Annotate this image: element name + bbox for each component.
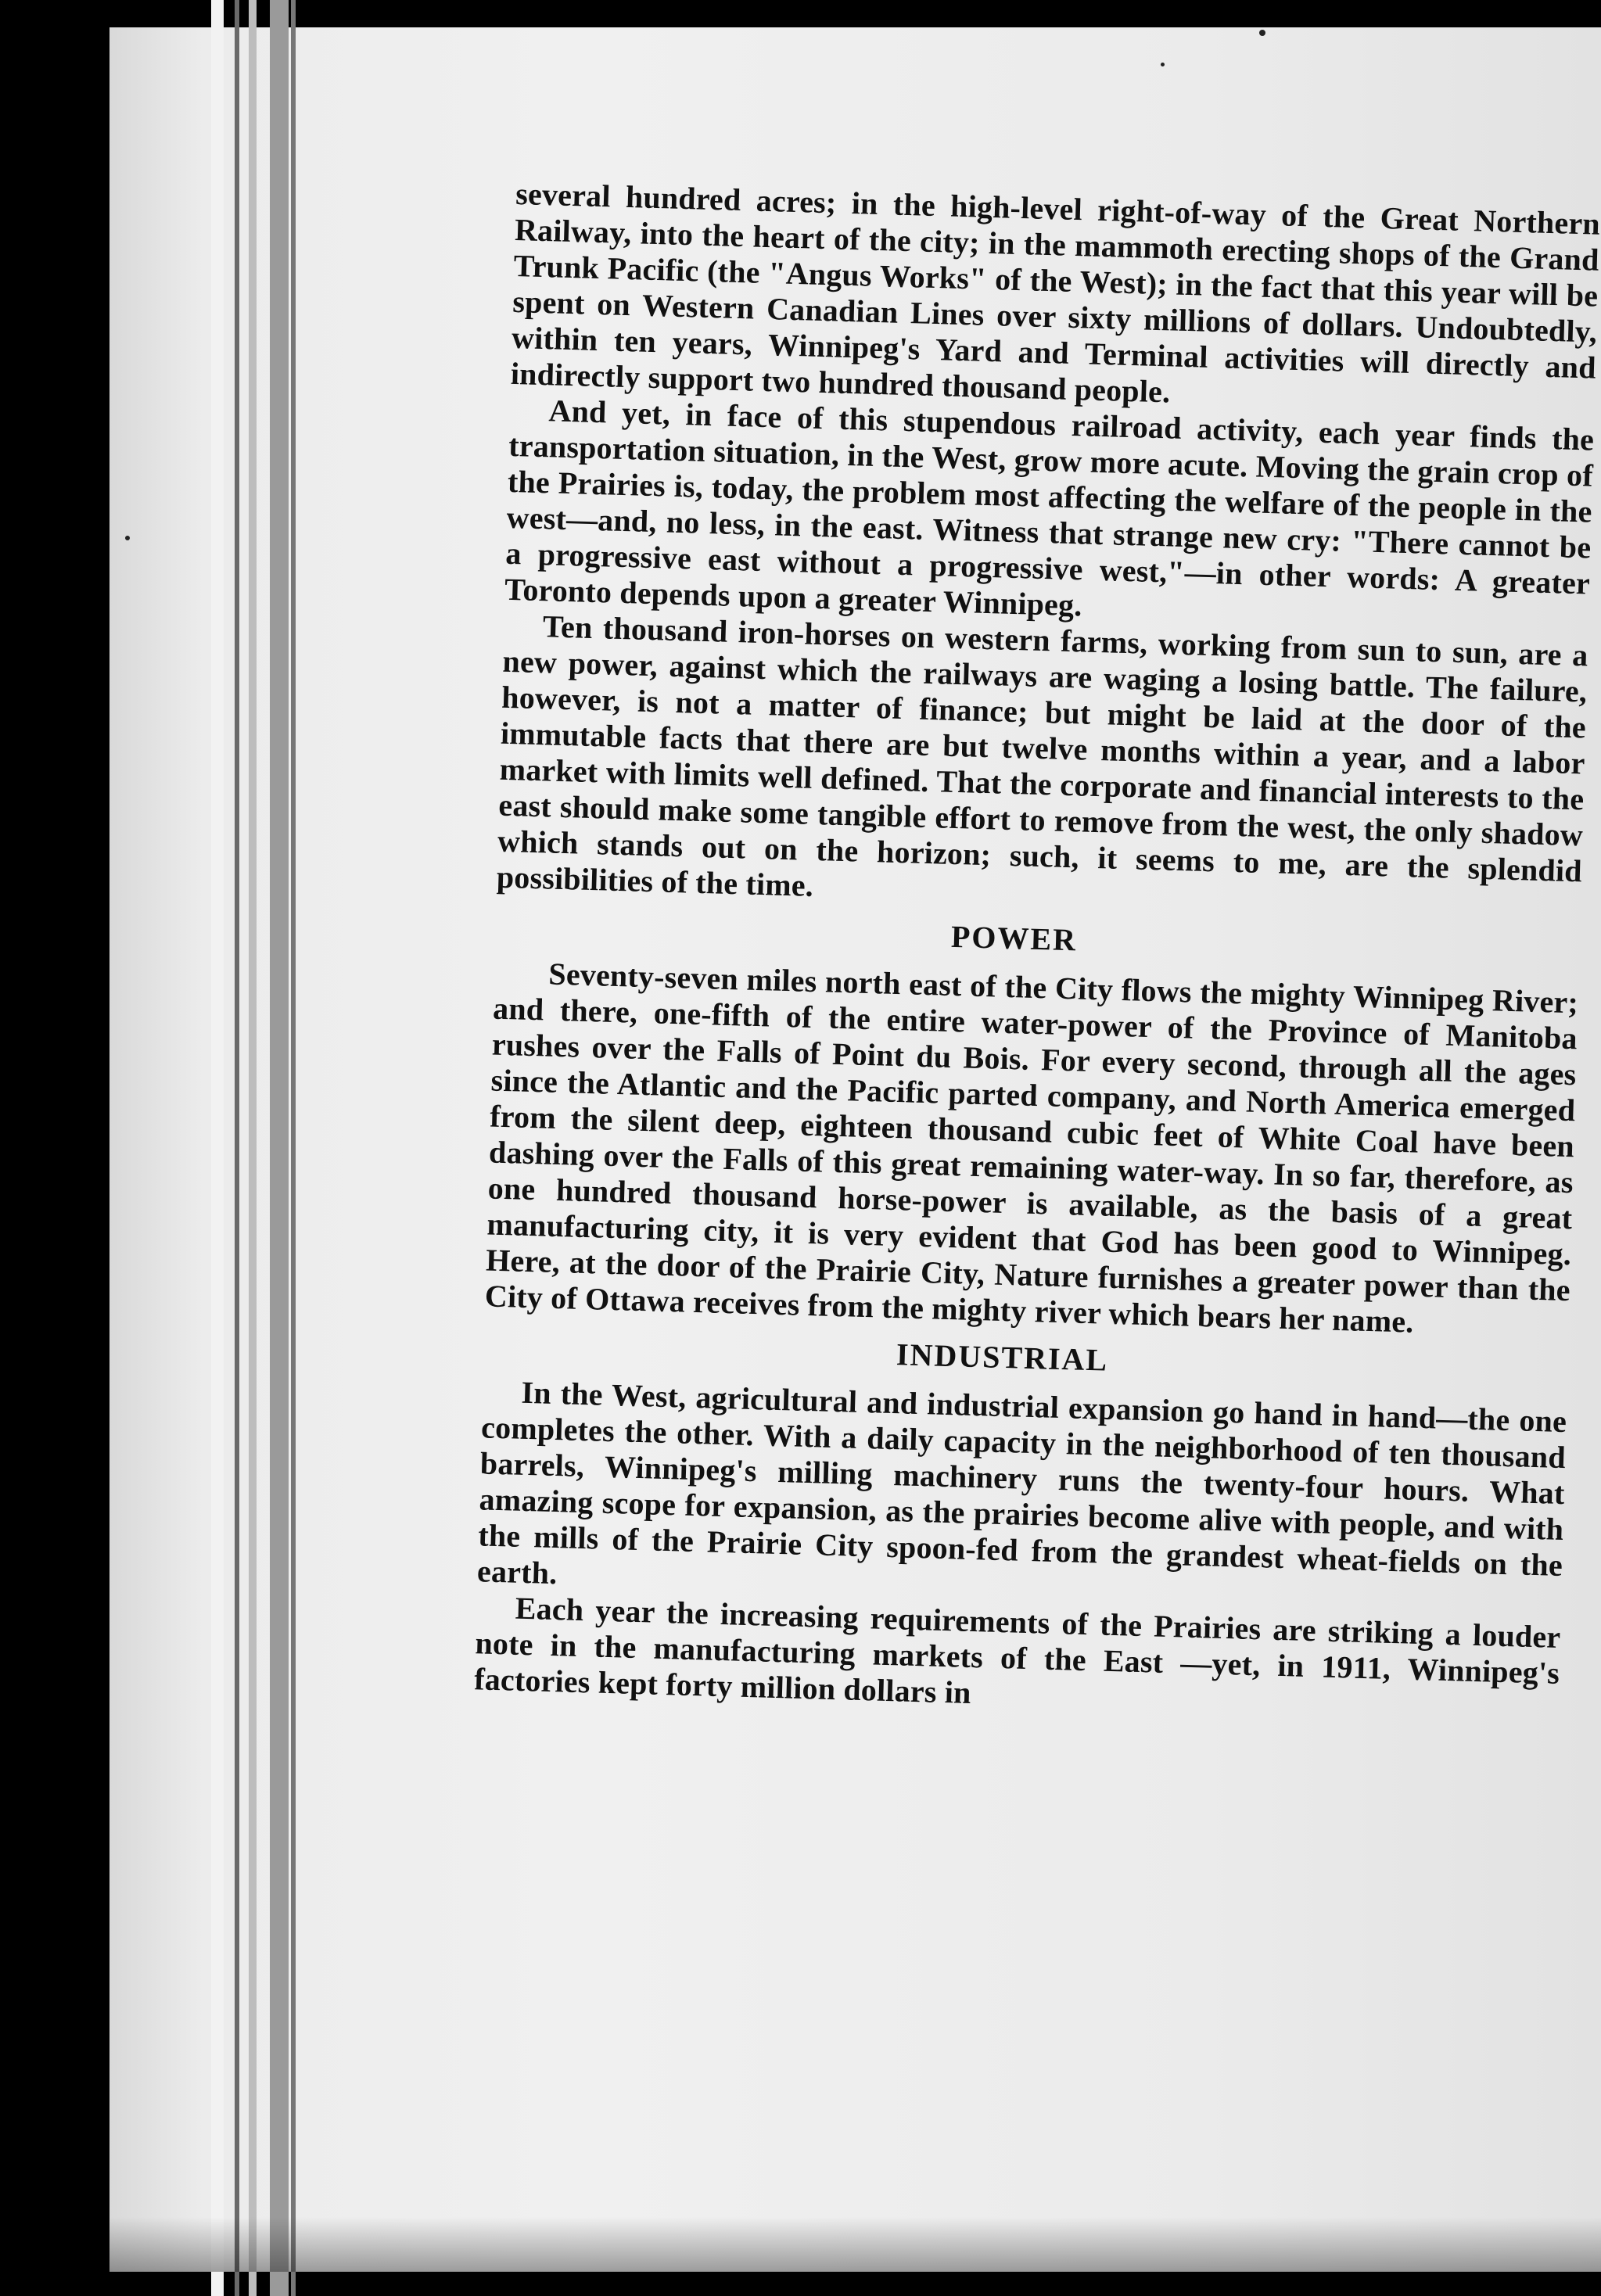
document-body: [474, 176, 1601, 1727]
scan-speck: [1259, 30, 1265, 36]
binding-strip: [291, 0, 296, 2296]
binding-strip: [270, 0, 289, 2296]
body-paragraph: Each year the increasing requirements of the Prairies are striking a louder note in the manufacturing markets of the East —yet, in 1911, Winnipeg's factories kept forty million dollars in: [473, 1590, 1561, 1710]
section-heading-industrial: INDUSTRIAL: [896, 1336, 1109, 1378]
body-paragraph: several hundred acres; in the high-level right-of-way of the Great Northern Railway, into the heart of the city; in the mammoth erecting shops of the Grand Trunk Pacific (the "Angus Works" of the West); in the fact that this year will be spent on Western Canadian Lines over sixty millions of dollars. Undoubtedly, within ten years, Winnipeg's Yard and Terminal activities will directly and indirectly support two hundred thousand people.: [510, 176, 1601, 410]
section-heading-power: POWER: [950, 918, 1078, 958]
scan-speck: [1161, 63, 1165, 66]
body-paragraph: Seventy-seven miles north east of the City flows the mighty Winnipeg River; and there, one-fifth of the entire water-power of the Province of Manitoba rushes over the Falls of Point du Bois. For every second, through all the ages since the Atlantic and the Pacific parted company, and North America emerged from the silent deep, eighteen thousand cubic feet of White Coal have been dashing over the Falls of this great remaining water-way. In so far, therefore, as one hundred thousand horse-power is available, as the basis of a great manufacturing city, it is very evident that God has been good to Winnipeg. Here, at the door of the Prairie City, Nature furnishes a greater power than the City of Ottawa receives from the mighty river which bears her name.: [484, 956, 1579, 1340]
binding-strip: [249, 0, 257, 2296]
body-paragraph: In the West, agricultural and industrial expansion go hand in hand—the one completes the other. With a daily capacity in the neighborhood of ten thousand barrels, Winnipeg's milling machinery runs the twenty-four hours. What amazing scope for expansion, as the prairies become alive with people, and with the mills of the Prairie City spoon-fed from the grandest wheat-fields on the earth.: [476, 1374, 1567, 1591]
page-shadow: [109, 2217, 1601, 2272]
binding-strip: [235, 0, 239, 2296]
scan-speck: [125, 536, 130, 540]
binding-strip: [211, 0, 224, 2296]
body-paragraph: And yet, in face of this stupendous railroad activity, each year finds the transportation situation, in the West, grow more acute. Moving the grain crop of the Prairies is, today, the problem most affecting the welfare of the people in the west—and, no less, in the east. Witness that strange new cry: "There cannot be a progressive east without a progressive west,"—in other words: A greater Toronto depends upon a greater Winnipeg.: [504, 393, 1595, 623]
body-paragraph: Ten thousand iron-horses on western farms, working from sun to sun, are a new power, against which the railways are waging a losing battle. The failure, however, is not a matter of finance; but might be laid at the door of the immutable facts that there are but twelve months within a year, and a labor market with limits well defined. That the corporate and financial interests to the east should make some tangible effort to remove from the west, the only shadow which stands out on the horizon; such, it seems to me, are the splendid possibilities of the time.: [496, 608, 1589, 903]
